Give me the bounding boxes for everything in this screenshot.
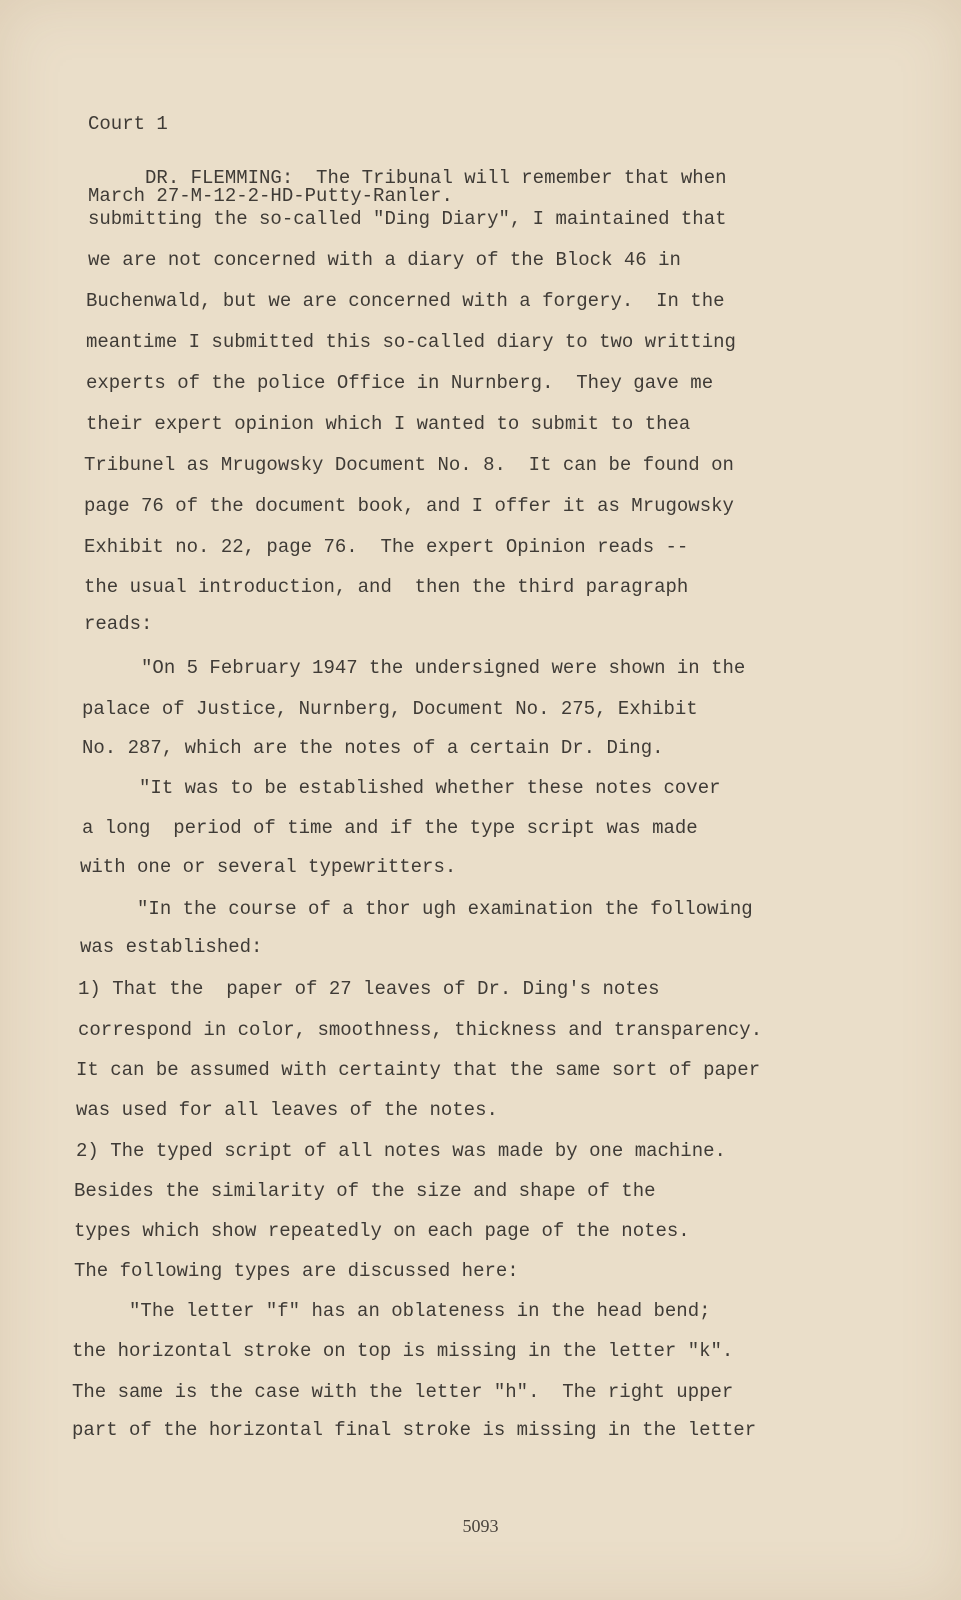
text-line: Tribunel as Mrugowsky Document No. 8. It can be found on bbox=[84, 454, 734, 476]
text-line: their expert opinion which I wanted to submit to thea bbox=[86, 413, 691, 435]
text-line: correspond in color, smoothness, thickness and transparency. bbox=[78, 1019, 763, 1041]
text-line: the usual introduction, and then the third paragraph bbox=[84, 576, 689, 598]
text-line: "On 5 February 1947 the undersigned were shown in the bbox=[84, 657, 746, 679]
text-line: page 76 of the document book, and I offer it as Mrugowsky bbox=[84, 495, 734, 517]
text-line: a long period of time and if the type script was made bbox=[82, 817, 698, 839]
text-line: 1) That the paper of 27 leaves of Dr. Ding's notes bbox=[78, 978, 660, 1000]
text-line: DR. FLEMMING: The Tribunal will remember that when bbox=[88, 167, 727, 189]
text-line: experts of the police Office in Nurnberg. They gave me bbox=[86, 372, 714, 394]
text-line: with one or several typewritters. bbox=[80, 856, 457, 878]
text-line: was used for all leaves of the notes. bbox=[76, 1099, 498, 1121]
text-line: the horizontal stroke on top is missing in the letter "k". bbox=[72, 1340, 734, 1362]
transcript-reference: March 27-M-12-2-HD-Putty-Ranler. bbox=[88, 185, 453, 207]
text-line: palace of Justice, Nurnberg, Document No. 275, Exhibit bbox=[82, 698, 698, 720]
text-line: Buchenwald, but we are concerned with a forgery. In the bbox=[86, 290, 725, 312]
text-line: It can be assumed with certainty that the same sort of paper bbox=[76, 1059, 761, 1081]
text-line: The following types are discussed here: bbox=[74, 1260, 519, 1282]
text-line: we are not concerned with a diary of the Block 46 in bbox=[88, 249, 681, 271]
text-line: submitting the so-called "Ding Diary", I maintained that bbox=[88, 208, 727, 230]
text-line: types which show repeatedly on each page of the notes. bbox=[74, 1220, 690, 1242]
page-number: 5093 bbox=[462, 1516, 499, 1536]
text-line: "In the course of a thor ugh examination the following bbox=[80, 898, 753, 920]
text-line: part of the horizontal final stroke is missing in the letter bbox=[72, 1419, 757, 1441]
text-line: The same is the case with the letter "h". The right upper bbox=[72, 1381, 734, 1403]
text-line: 2) The typed script of all notes was made by one machine. bbox=[76, 1140, 726, 1162]
text-line: "The letter "f" has an oblateness in the head bend; bbox=[72, 1300, 711, 1322]
text-line: was established: bbox=[80, 936, 263, 958]
text-line: No. 287, which are the notes of a certain Dr. Ding. bbox=[82, 737, 664, 759]
text-line: meantime I submitted this so-called diary to two writting bbox=[86, 331, 736, 353]
text-line: Exhibit no. 22, page 76. The expert Opinion reads -- bbox=[84, 536, 689, 558]
text-line: Besides the similarity of the size and shape of the bbox=[74, 1180, 656, 1202]
text-line: reads: bbox=[84, 613, 153, 635]
court-label: Court 1 bbox=[88, 113, 168, 135]
text-line: "It was to be established whether these notes cover bbox=[82, 777, 721, 799]
